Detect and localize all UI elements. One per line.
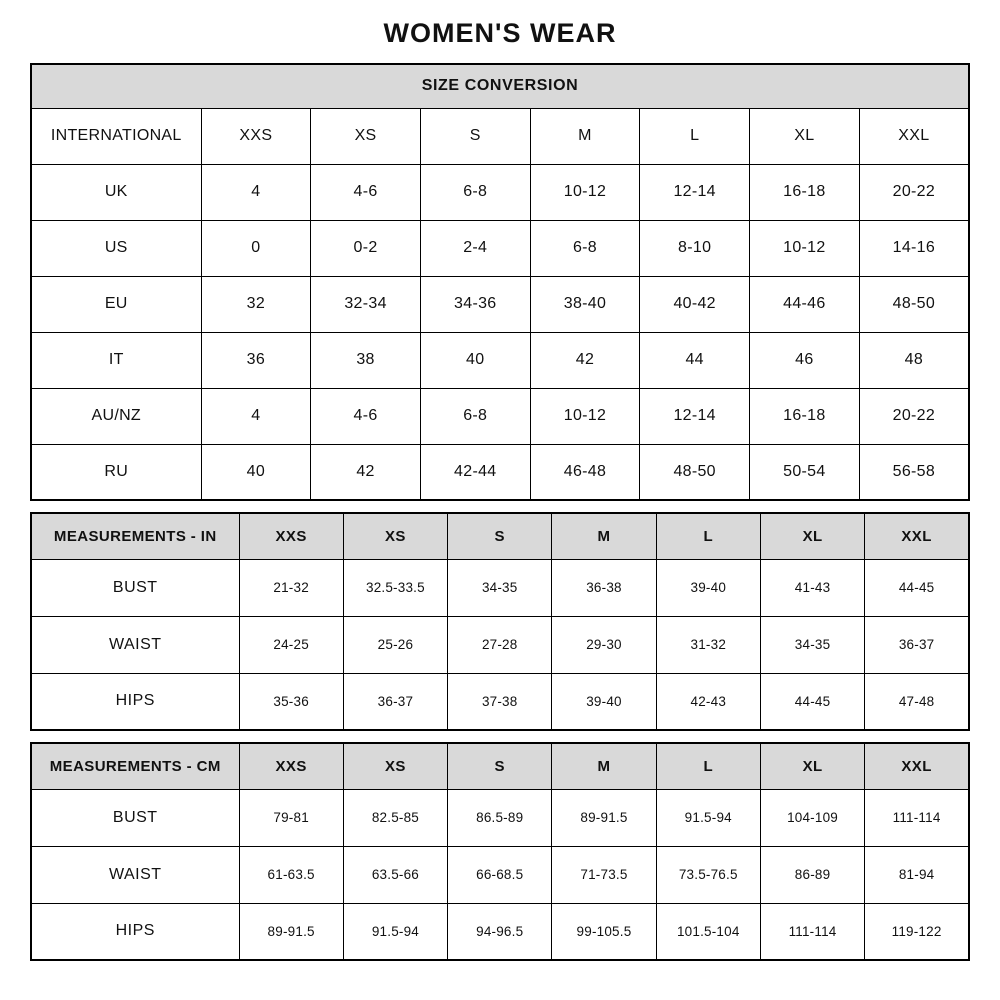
table-row	[31, 108, 969, 164]
row-label: US	[31, 220, 201, 276]
value-cell: 10-12	[530, 388, 640, 444]
size-header-cell: M	[552, 513, 656, 559]
table-row	[31, 444, 969, 500]
value-cell: 86-89	[760, 846, 864, 903]
value-cell: 2-4	[420, 220, 530, 276]
table-row	[31, 276, 969, 332]
table-row	[31, 616, 969, 673]
value-cell: 42	[311, 444, 421, 500]
value-cell: 4	[201, 164, 311, 220]
value-cell: 46-48	[530, 444, 640, 500]
value-cell: 111-114	[760, 903, 864, 960]
size-header-cell: XXS	[239, 743, 343, 789]
value-cell: 20-22	[859, 388, 969, 444]
value-cell: 6-8	[420, 388, 530, 444]
value-cell: 41-43	[760, 559, 864, 616]
value-cell: 6-8	[420, 164, 530, 220]
measurements-cm-title: MEASUREMENTS - CM	[31, 743, 239, 789]
row-label: WAIST	[31, 616, 239, 673]
value-cell: L	[640, 108, 750, 164]
row-label: AU/NZ	[31, 388, 201, 444]
value-cell: 94-96.5	[448, 903, 552, 960]
size-conversion-title: SIZE CONVERSION	[31, 64, 969, 108]
measurements-cm-table	[30, 742, 970, 961]
value-cell: 101.5-104	[656, 903, 760, 960]
value-cell: 31-32	[656, 616, 760, 673]
value-cell: XXL	[859, 108, 969, 164]
value-cell: 104-109	[760, 789, 864, 846]
value-cell: 42-43	[656, 673, 760, 730]
value-cell: 14-16	[859, 220, 969, 276]
table-row	[31, 789, 969, 846]
table-row	[31, 846, 969, 903]
value-cell: 40	[201, 444, 311, 500]
table-row	[31, 164, 969, 220]
page-title: WOMEN'S WEAR	[383, 18, 617, 48]
value-cell: 4-6	[311, 164, 421, 220]
value-cell: 21-32	[239, 559, 343, 616]
value-cell: XXS	[201, 108, 311, 164]
value-cell: 91.5-94	[656, 789, 760, 846]
value-cell: 47-48	[865, 673, 969, 730]
size-header-cell: XS	[343, 743, 447, 789]
value-cell: 50-54	[750, 444, 860, 500]
value-cell: 82.5-85	[343, 789, 447, 846]
size-header-cell: XXS	[239, 513, 343, 559]
header-row	[31, 743, 969, 789]
value-cell: 44-45	[760, 673, 864, 730]
value-cell: 40-42	[640, 276, 750, 332]
value-cell: 34-35	[760, 616, 864, 673]
value-cell: 89-91.5	[239, 903, 343, 960]
value-cell: 48	[859, 332, 969, 388]
value-cell: 89-91.5	[552, 789, 656, 846]
size-conversion-body	[31, 108, 969, 500]
value-cell: S	[420, 108, 530, 164]
value-cell: 79-81	[239, 789, 343, 846]
value-cell: 73.5-76.5	[656, 846, 760, 903]
value-cell: 61-63.5	[239, 846, 343, 903]
size-conversion-table	[30, 63, 970, 501]
value-cell: M	[530, 108, 640, 164]
row-label: INTERNATIONAL	[31, 108, 201, 164]
size-header-cell: S	[448, 513, 552, 559]
value-cell: 39-40	[552, 673, 656, 730]
value-cell: 81-94	[865, 846, 969, 903]
value-cell: 36-37	[343, 673, 447, 730]
table-row	[31, 332, 969, 388]
size-header-cell: XL	[760, 513, 864, 559]
row-label: IT	[31, 332, 201, 388]
value-cell: 36-37	[865, 616, 969, 673]
value-cell: 111-114	[865, 789, 969, 846]
value-cell: XL	[750, 108, 860, 164]
value-cell: 0-2	[311, 220, 421, 276]
size-header-cell: L	[656, 743, 760, 789]
value-cell: 91.5-94	[343, 903, 447, 960]
header-row	[31, 513, 969, 559]
row-label: HIPS	[31, 673, 239, 730]
value-cell: 6-8	[530, 220, 640, 276]
row-label: RU	[31, 444, 201, 500]
value-cell: 32-34	[311, 276, 421, 332]
value-cell: 8-10	[640, 220, 750, 276]
value-cell: 27-28	[448, 616, 552, 673]
value-cell: 37-38	[448, 673, 552, 730]
value-cell: 119-122	[865, 903, 969, 960]
value-cell: 40	[420, 332, 530, 388]
table-row	[31, 220, 969, 276]
value-cell: 38	[311, 332, 421, 388]
value-cell: 16-18	[750, 388, 860, 444]
table-title-row	[31, 64, 969, 108]
row-label: HIPS	[31, 903, 239, 960]
measurements-in-table	[30, 512, 970, 731]
row-label: UK	[31, 164, 201, 220]
size-header-cell: XXL	[865, 743, 969, 789]
value-cell: 12-14	[640, 388, 750, 444]
value-cell: 42	[530, 332, 640, 388]
value-cell: 63.5-66	[343, 846, 447, 903]
value-cell: 36	[201, 332, 311, 388]
value-cell: 24-25	[239, 616, 343, 673]
value-cell: 12-14	[640, 164, 750, 220]
value-cell: 16-18	[750, 164, 860, 220]
value-cell: 34-35	[448, 559, 552, 616]
measurements-in-body	[31, 559, 969, 730]
value-cell: 35-36	[239, 673, 343, 730]
value-cell: 10-12	[750, 220, 860, 276]
value-cell: 46	[750, 332, 860, 388]
value-cell: 48-50	[859, 276, 969, 332]
value-cell: 48-50	[640, 444, 750, 500]
size-header-cell: M	[552, 743, 656, 789]
value-cell: 66-68.5	[448, 846, 552, 903]
measurements-cm-body	[31, 789, 969, 960]
value-cell: 34-36	[420, 276, 530, 332]
value-cell: 25-26	[343, 616, 447, 673]
value-cell: 39-40	[656, 559, 760, 616]
value-cell: 99-105.5	[552, 903, 656, 960]
row-label: EU	[31, 276, 201, 332]
value-cell: 0	[201, 220, 311, 276]
value-cell: 86.5-89	[448, 789, 552, 846]
value-cell: 71-73.5	[552, 846, 656, 903]
value-cell: 38-40	[530, 276, 640, 332]
value-cell: 20-22	[859, 164, 969, 220]
value-cell: 56-58	[859, 444, 969, 500]
size-header-cell: S	[448, 743, 552, 789]
table-row	[31, 559, 969, 616]
table-row	[31, 388, 969, 444]
measurements-in-title: MEASUREMENTS - IN	[31, 513, 239, 559]
value-cell: 10-12	[530, 164, 640, 220]
value-cell: 36-38	[552, 559, 656, 616]
value-cell: 4-6	[311, 388, 421, 444]
value-cell: 44	[640, 332, 750, 388]
row-label: BUST	[31, 559, 239, 616]
value-cell: 32.5-33.5	[343, 559, 447, 616]
value-cell: 32	[201, 276, 311, 332]
value-cell: 44-45	[865, 559, 969, 616]
table-row	[31, 903, 969, 960]
size-header-cell: XXL	[865, 513, 969, 559]
value-cell: 44-46	[750, 276, 860, 332]
value-cell: 42-44	[420, 444, 530, 500]
value-cell: 4	[201, 388, 311, 444]
row-label: BUST	[31, 789, 239, 846]
value-cell: 29-30	[552, 616, 656, 673]
size-header-cell: XS	[343, 513, 447, 559]
size-header-cell: XL	[760, 743, 864, 789]
row-label: WAIST	[31, 846, 239, 903]
value-cell: XS	[311, 108, 421, 164]
size-header-cell: L	[656, 513, 760, 559]
table-row	[31, 673, 969, 730]
